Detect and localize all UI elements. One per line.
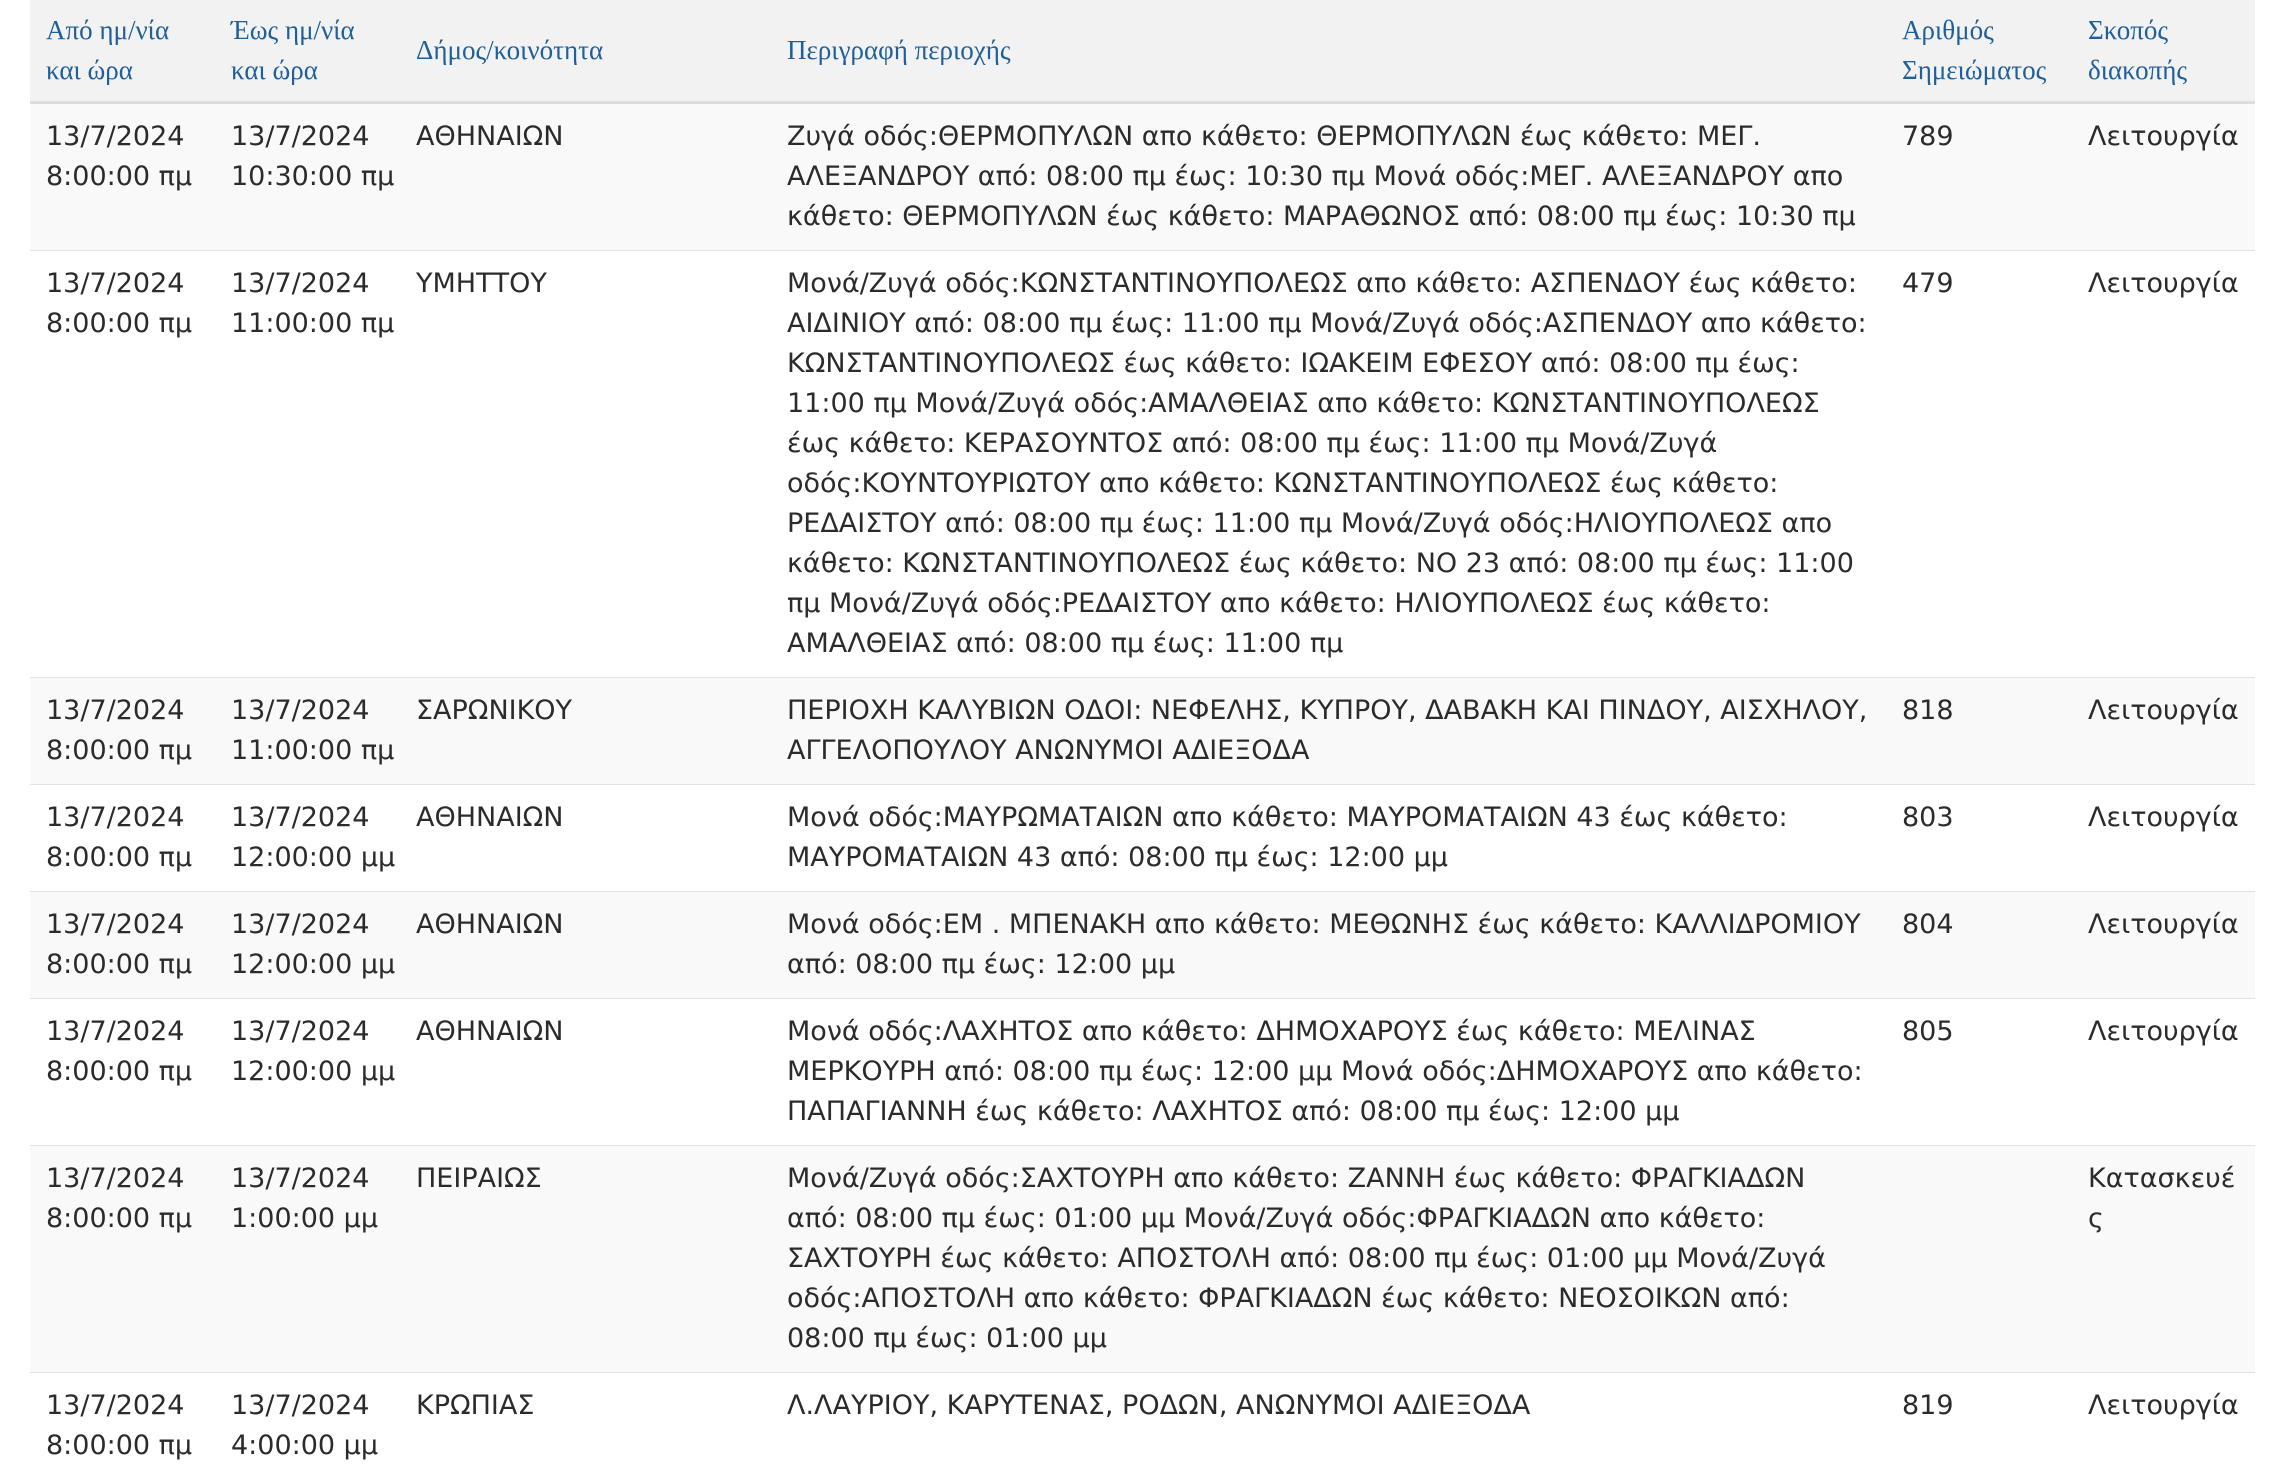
outages-table-container xyxy=(30,0,2255,1479)
table-body xyxy=(30,102,2255,1479)
header-area-label: Περιγραφή περιοχής xyxy=(787,35,1011,66)
header-note-line1: Αριθμός xyxy=(1902,15,1994,46)
cell-purpose: Λειτουργία xyxy=(2072,1372,2255,1479)
table-row xyxy=(30,250,2255,677)
cell-purpose: Λειτουργία xyxy=(2072,891,2255,998)
cell-municipality: ΠΕΙΡΑΙΩΣ xyxy=(400,1145,771,1372)
cell-note-number: 804 xyxy=(1886,891,2072,998)
from-time: 8:00:00 πμ xyxy=(46,1202,193,1234)
from-time: 8:00:00 πμ xyxy=(46,307,193,339)
cell-to xyxy=(215,1372,400,1479)
cell-from xyxy=(30,784,215,891)
from-time: 8:00:00 πμ xyxy=(46,734,193,766)
table-row xyxy=(30,677,2255,784)
from-date: 13/7/2024 xyxy=(46,120,185,152)
from-date: 13/7/2024 xyxy=(46,801,185,833)
cell-purpose: Κατασκευές xyxy=(2072,1145,2255,1372)
cell-to xyxy=(215,102,400,250)
cell-to xyxy=(215,784,400,891)
cell-area-description: Ζυγά οδός:ΘΕΡΜΟΠΥΛΩΝ απο κάθετο: ΘΕΡΜΟΠΥΛΩΝ έως κάθετο: ΜΕΓ. ΑΛΕΞΑΝΔΡΟΥ από: 08:00 πμ έως: 10:30 πμ Μονά οδός:ΜΕΓ. ΑΛΕΞΑΝΔΡΟΥ απο κάθετο: ΘΕΡΜΟΠΥΛΩΝ έως κάθετο: ΜΑΡΑΘΩΝΟΣ από: 08:00 πμ έως: 10:30 πμ xyxy=(771,102,1886,250)
cell-note-number: 803 xyxy=(1886,784,2072,891)
header-municipality[interactable] xyxy=(400,0,771,102)
cell-area-description: Μονά οδός:ΜΑΥΡΩΜΑΤΑΙΩΝ απο κάθετο: ΜΑΥΡΟΜΑΤΑΙΩΝ 43 έως κάθετο: ΜΑΥΡΟΜΑΤΑΙΩΝ 43 από: 08:00 πμ έως: 12:00 μμ xyxy=(771,784,1886,891)
header-to-line2: και ώρα xyxy=(231,55,318,86)
cell-from xyxy=(30,250,215,677)
cell-municipality: ΥΜΗΤΤΟΥ xyxy=(400,250,771,677)
header-row xyxy=(30,0,2255,102)
cell-from xyxy=(30,102,215,250)
from-date: 13/7/2024 xyxy=(46,908,185,940)
header-from-datetime[interactable] xyxy=(30,0,215,102)
header-from-line1: Από ημ/νία xyxy=(46,15,170,46)
from-time: 8:00:00 πμ xyxy=(46,1429,193,1461)
from-date: 13/7/2024 xyxy=(46,267,185,299)
cell-area-description: Μονά οδός:ΛΑΧΗΤΟΣ απο κάθετο: ΔΗΜΟΧΑΡΟΥΣ έως κάθετο: ΜΕΛΙΝΑΣ ΜΕΡΚΟΥΡΗ από: 08:00 πμ έως: 12:00 μμ Μονά οδός:ΔΗΜΟΧΑΡΟΥΣ απο κάθετο: ΠΑΠΑΓΙΑΝΝΗ έως κάθετο: ΛΑΧΗΤΟΣ από: 08:00 πμ έως: 12:00 μμ xyxy=(771,998,1886,1145)
from-date: 13/7/2024 xyxy=(46,1015,185,1047)
cell-area-description: Μονά/Ζυγά οδός:ΚΩΝΣΤΑΝΤΙΝΟΥΠΟΛΕΩΣ απο κάθετο: ΑΣΠΕΝΔΟΥ έως κάθετο: ΑΙΔΙΝΙΟΥ από: 08:00 πμ έως: 11:00 πμ Μονά/Ζυγά οδός:ΑΣΠΕΝΔΟΥ απο κάθετο: ΚΩΝΣΤΑΝΤΙΝΟΥΠΟΛΕΩΣ έως κάθετο: ΙΩΑΚΕΙΜ ΕΦΕΣΟΥ από: 08:00 πμ έως: 11:00 πμ Μονά/Ζυγά οδός:ΑΜΑΛΘΕΙΑΣ απο κάθετο: ΚΩΝΣΤΑΝΤΙΝΟΥΠΟΛΕΩΣ έως κάθετο: ΚΕΡΑΣΟΥΝΤΟΣ από: 08:00 πμ έως: 11:00 πμ Μονά/Ζυγά οδός:ΚΟΥΝΤΟΥΡΙΩΤΟΥ απο κάθετο: ΚΩΝΣΤΑΝΤΙΝΟΥΠΟΛΕΩΣ έως κάθετο: ΡΕΔΑΙΣΤΟΥ από: 08:00 πμ έως: 11:00 πμ Μονά/Ζυγά οδός:ΗΛΙΟΥΠΟΛΕΩΣ απο κάθετο: ΚΩΝΣΤΑΝΤΙΝΟΥΠΟΛΕΩΣ έως κάθετο: ΝΟ 23 από: 08:00 πμ έως: 11:00 πμ Μονά/Ζυγά οδός:ΡΕΔΑΙΣΤΟΥ απο κάθετο: ΗΛΙΟΥΠΟΛΕΩΣ έως κάθετο: ΑΜΑΛΘΕΙΑΣ από: 08:00 πμ έως: 11:00 πμ xyxy=(771,250,1886,677)
from-time: 8:00:00 πμ xyxy=(46,1055,193,1087)
table-row xyxy=(30,1372,2255,1479)
cell-note-number: 805 xyxy=(1886,998,2072,1145)
from-time: 8:00:00 πμ xyxy=(46,160,193,192)
cell-municipality: ΣΑΡΩΝΙΚΟΥ xyxy=(400,677,771,784)
cell-area-description: ΠΕΡΙΟΧΗ ΚΑΛΥΒΙΩΝ ΟΔΟΙ: ΝΕΦΕΛΗΣ, ΚΥΠΡΟΥ, ΔΑΒΑΚΗ ΚΑΙ ΠΙΝΔΟΥ, ΑΙΣΧΗΛΟΥ, ΑΓΓΕΛΟΠΟΥΛΟΥ ΑΝΩΝΥΜΟΙ ΑΔΙΕΞΟΔΑ xyxy=(771,677,1886,784)
cell-to xyxy=(215,1145,400,1372)
to-time: 12:00:00 μμ xyxy=(231,948,396,980)
cell-area-description: Λ.ΛΑΥΡΙΟΥ, ΚΑΡΥΤΕΝΑΣ, ΡΟΔΩΝ, ΑΝΩΝΥΜΟΙ ΑΔΙΕΞΟΔΑ xyxy=(771,1372,1886,1479)
cell-note-number xyxy=(1886,1145,2072,1372)
from-time: 8:00:00 πμ xyxy=(46,841,193,873)
outages-table xyxy=(30,0,2255,1479)
header-area-description[interactable] xyxy=(771,0,1886,102)
to-date: 13/7/2024 xyxy=(231,120,370,152)
cell-note-number: 479 xyxy=(1886,250,2072,677)
cell-from xyxy=(30,1372,215,1479)
cell-purpose: Λειτουργία xyxy=(2072,102,2255,250)
table-row xyxy=(30,784,2255,891)
to-time: 1:00:00 μμ xyxy=(231,1202,379,1234)
to-date: 13/7/2024 xyxy=(231,801,370,833)
header-to-datetime[interactable] xyxy=(215,0,400,102)
cell-purpose: Λειτουργία xyxy=(2072,677,2255,784)
to-time: 4:00:00 μμ xyxy=(231,1429,379,1461)
cell-note-number: 819 xyxy=(1886,1372,2072,1479)
cell-municipality: ΑΘΗΝΑΙΩΝ xyxy=(400,102,771,250)
cell-to xyxy=(215,250,400,677)
table-row xyxy=(30,102,2255,250)
from-date: 13/7/2024 xyxy=(46,694,185,726)
cell-from xyxy=(30,677,215,784)
to-time: 12:00:00 μμ xyxy=(231,841,396,873)
header-to-line1: Έως ημ/νία xyxy=(231,15,355,46)
to-time: 10:30:00 πμ xyxy=(231,160,395,192)
to-date: 13/7/2024 xyxy=(231,1015,370,1047)
cell-municipality: ΑΘΗΝΑΙΩΝ xyxy=(400,998,771,1145)
cell-area-description: Μονά/Ζυγά οδός:ΣΑΧΤΟΥΡΗ απο κάθετο: ΖΑΝΝΗ έως κάθετο: ΦΡΑΓΚΙΑΔΩΝ από: 08:00 πμ έως: 01:00 μμ Μονά/Ζυγά οδός:ΦΡΑΓΚΙΑΔΩΝ απο κάθετο: ΣΑΧΤΟΥΡΗ έως κάθετο: ΑΠΟΣΤΟΛΗ από: 08:00 πμ έως: 01:00 μμ Μονά/Ζυγά οδός:ΑΠΟΣΤΟΛΗ απο κάθετο: ΦΡΑΓΚΙΑΔΩΝ έως κάθετο: ΝΕΟΣΟΙΚΩΝ από: 08:00 πμ έως: 01:00 μμ xyxy=(771,1145,1886,1372)
cell-from xyxy=(30,1145,215,1372)
header-municipality-label: Δήμος/κοινότητα xyxy=(416,35,604,66)
cell-to xyxy=(215,677,400,784)
cell-from xyxy=(30,998,215,1145)
table-row xyxy=(30,998,2255,1145)
from-time: 8:00:00 πμ xyxy=(46,948,193,980)
to-date: 13/7/2024 xyxy=(231,1162,370,1194)
header-purpose-line1: Σκοπός xyxy=(2088,15,2169,46)
to-date: 13/7/2024 xyxy=(231,1389,370,1421)
to-time: 11:00:00 πμ xyxy=(231,307,395,339)
to-time: 11:00:00 πμ xyxy=(231,734,395,766)
cell-municipality: ΚΡΩΠΙΑΣ xyxy=(400,1372,771,1479)
table-row xyxy=(30,1145,2255,1372)
cell-purpose: Λειτουργία xyxy=(2072,250,2255,677)
to-date: 13/7/2024 xyxy=(231,267,370,299)
cell-from xyxy=(30,891,215,998)
cell-purpose: Λειτουργία xyxy=(2072,784,2255,891)
cell-note-number: 818 xyxy=(1886,677,2072,784)
from-date: 13/7/2024 xyxy=(46,1162,185,1194)
header-purpose-line2: διακοπής xyxy=(2088,55,2188,86)
to-date: 13/7/2024 xyxy=(231,694,370,726)
header-note-line2: Σημειώματος xyxy=(1902,55,2047,86)
header-purpose[interactable] xyxy=(2072,0,2255,102)
to-time: 12:00:00 μμ xyxy=(231,1055,396,1087)
cell-municipality: ΑΘΗΝΑΙΩΝ xyxy=(400,784,771,891)
cell-note-number: 789 xyxy=(1886,102,2072,250)
cell-municipality: ΑΘΗΝΑΙΩΝ xyxy=(400,891,771,998)
cell-area-description: Μονά οδός:ΕΜ . ΜΠΕΝΑΚΗ απο κάθετο: ΜΕΘΩΝΗΣ έως κάθετο: ΚΑΛΛΙΔΡΟΜΙΟΥ από: 08:00 πμ έως: 12:00 μμ xyxy=(771,891,1886,998)
cell-purpose: Λειτουργία xyxy=(2072,998,2255,1145)
header-note-number[interactable] xyxy=(1886,0,2072,102)
header-from-line2: και ώρα xyxy=(46,55,133,86)
table-header xyxy=(30,0,2255,102)
table-row xyxy=(30,891,2255,998)
cell-to xyxy=(215,998,400,1145)
to-date: 13/7/2024 xyxy=(231,908,370,940)
cell-to xyxy=(215,891,400,998)
from-date: 13/7/2024 xyxy=(46,1389,185,1421)
